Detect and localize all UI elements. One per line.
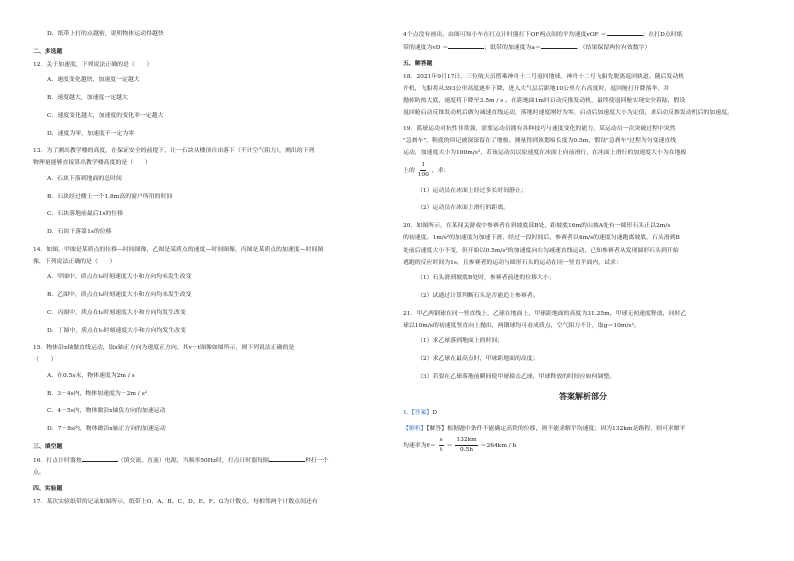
- q19-sub-1: （1）运动员在冰面上经过多长时间静止；: [417, 187, 527, 194]
- q21-sub-1: （1）求乙球落到地面上的时间；: [417, 338, 504, 345]
- q15-option-a: A．在0.5s末，物体速度为2m / s: [47, 372, 135, 379]
- answer-1-value: D: [432, 410, 437, 417]
- q14-stem-line2: 像，下列说法正确的是（ ）: [33, 258, 116, 265]
- q12-option-a: A．速度变化越快，加速度一定越大: [47, 77, 140, 84]
- q16-blank-2[interactable]: [269, 456, 305, 462]
- q15-option-d: D．7－8s内，物体做沿x轴正方向的加速运动: [47, 426, 166, 433]
- q17-text-a: 4个点没有画出，由图可知小车在打点计时器打下OF两点间的平均速度vOF ＝: [403, 32, 607, 38]
- q21-line2: 球以10m/s的初速度竖直向上抛出，两钢球均可看成质点，空气阻力不计，取g＝10m/s²。: [403, 322, 640, 329]
- q13-option-a: A．石块下落到地面的总时间: [47, 175, 122, 182]
- formula-equals: ＝: [446, 442, 453, 449]
- q14-option-d: D．丁图中，质点在t₀时刻速度大小和方向均发生改变: [47, 327, 187, 334]
- q13-option-d: D．石块下落第1s的位移: [47, 229, 112, 236]
- q18-line4: 返回舱启动反推发动机后做匀减速直线运动，落地时速度刚好为零，启动后加速度大小为定值，求启动反推发动机后的加速度。: [403, 110, 733, 117]
- q17-text-e: ．（结果保留两位有效数字）: [576, 45, 651, 52]
- q17-continued-line2: [403, 43, 763, 53]
- q12-option-c: C．速度变化越大，加速度的变化率一定越大: [47, 112, 164, 119]
- formula-prefix: 均速率为v̄＝: [403, 442, 436, 449]
- q15-option-b: B．3－4s内，物体加速度为－2m / s²: [47, 390, 148, 397]
- q17-blank-vd[interactable]: [448, 43, 484, 49]
- q17-blank-vof[interactable]: [607, 30, 643, 36]
- q20-line2: 的初速度、1m/s²的加速度匀加速下滑，经过一段时间后，参赛者以4m/s的速度匀速跑离坡底，石头滑到B: [403, 235, 680, 242]
- q18-line2: 开机，飞船将从393公里高度逐步下降，进入大气层后距地10公里左右高度时，返回舱打开降落伞，并: [403, 85, 670, 92]
- section-multiple-choice: 二、多选题: [33, 48, 63, 55]
- q13-stem-line1: 13．为了测出教学楼的高度，在保证安全的前提下，让一石块从楼顶自由落下（不计空气阻力），测出的下列: [33, 148, 315, 155]
- section-fill-in: 三、填空题: [33, 443, 63, 450]
- q12-option-d: D．速度为零，加速度不一定为零: [47, 130, 135, 137]
- answer-1-formula: [403, 436, 763, 455]
- q20-line4: 逃跑的反应时间为1s，且参赛者的运动与圆形石头的运动在同一竖直平面内，试求：: [403, 259, 622, 266]
- q18-line3: 抛掉防热大底，速度将下降至3.5m / s 。在距地面1m时启动反推发动机，最终使返回舱实现安全着陆，假设: [403, 98, 686, 104]
- left-column: [33, 30, 385, 513]
- q17-text-c: 带的速度为vD ＝: [403, 45, 449, 52]
- q13-option-c: C．石块落地前最后1s的位移: [47, 211, 124, 218]
- q19-line4: [403, 161, 763, 180]
- formula-s: s: [439, 436, 444, 446]
- right-column: [403, 30, 763, 455]
- formula-denominator: 0.5h: [459, 446, 474, 453]
- formula-fraction-values: [455, 436, 477, 455]
- q20-line1: 20．如图所示，在某闯关游戏中参赛者在斜坡底部B处，距坡底16m的山坡A处有一圆形石头正以2m/s: [403, 223, 671, 230]
- section-solve: 五、解答题: [403, 60, 433, 67]
- q17-stem: 17．某次实验纸带的记录如图所示，纸带上O、A、B、C、D、E、F、G为计数点，每相邻两个计数点间还有: [33, 498, 318, 505]
- q19-line2: "急刹车"，鞋底的印记被深深留在了地板。测量得到该划痕长度为0.5m，假设"急刹车"过程为匀变速直线: [403, 137, 677, 144]
- q16-stem: [33, 456, 385, 466]
- answer-1: [403, 409, 763, 418]
- q17-blank-a[interactable]: [541, 43, 577, 49]
- q19-frac-denominator: 100: [417, 172, 429, 179]
- q13-option-b: B．石块经过楼上一个1.8m高的窗户所用的时间: [47, 193, 173, 200]
- q14-option-c: C．丙图中，质点在t₀时刻速度大小和方向均发生改变: [47, 309, 186, 316]
- q19-frac-numerator: 1: [420, 161, 426, 171]
- formula-t: t: [439, 446, 443, 453]
- q21-sub-2: （2）求乙球在最高点时，甲球距地面的高度；: [417, 356, 539, 363]
- formula-fraction-st: [439, 436, 444, 455]
- q17-text-d: ；纸带的加速度为a＝: [484, 45, 541, 52]
- answer-section-title: 答案解析部分: [559, 391, 607, 401]
- q14-stem-line1: 14．如图，甲图是某质点的位移—时间图像，乙图是某质点的速度—时间图像，丙图是某质点的加速度—时间图: [33, 246, 324, 253]
- q21-line1: 21．甲乙两钢球在同一竖直线上，乙球在地面上，甲球距地面的高度为31.25m，甲球无初速度释放，同时乙: [403, 310, 687, 317]
- q12-option-b: B．速度越大，加速度一定越大: [47, 95, 128, 102]
- q19-sub-2: （2）运动员在冰面上滑行的距离。: [417, 205, 510, 212]
- formula-result: ＝264km / h: [480, 442, 517, 449]
- q14-option-a: A．甲图中，质点在t₀时刻速度大小和方向均未发生改变: [47, 274, 192, 281]
- q15-stem-line1: 15．物体沿x轴做直线运动，取x轴正方向为速度正方向，其v－t图像如图所示，则下列说法正确的是: [33, 345, 295, 352]
- q19-line1: 19．篮球运动对抗性非常强，需要运动员拥有各种技巧与速度变化的能力，某运动员一次突破过程中突然: [403, 125, 676, 132]
- q15-stem-line2: （ ）: [33, 357, 57, 364]
- answer-1-tag: 【答案】: [408, 410, 433, 417]
- q19-line3: 运动，加速度大小为100m/s²，若该运动员以原速度在冰面上向前滑行，在冰面上滑行的加速度大小为在地板: [403, 149, 687, 156]
- formula-numerator: 132km: [455, 436, 477, 446]
- q19-fraction: [418, 161, 429, 180]
- q16-text-c: 秒打一个: [304, 457, 329, 464]
- answer-1-explanation: [403, 425, 763, 434]
- q21-sub-3: （3）若要在乙球落地前瞬间使甲球撞击乙球，甲球释放的时间应如何调整。: [417, 373, 616, 380]
- q15-option-c: C．4－5s内，物体做沿x轴负方向的加速运动: [47, 408, 166, 415]
- q17-text-b: ；在打D点时纸: [642, 32, 683, 38]
- q13-stem-line2: 物理量能够直接算出教学楼高度的是（ ）: [33, 160, 151, 167]
- answer-1-exp-tag: 【解析】: [403, 425, 427, 432]
- q11-option-d: D．纸带上打的点越密，说明物体运动得越快: [47, 31, 164, 37]
- answer-1-exp-text: 【解答】根据题中条件不能确定高铁的位移，则不能求解平均速度；因为132km是路程，则可求解平: [426, 425, 686, 432]
- q14-option-b: B．乙图中，质点在t₀时刻速度大小和方向均未发生改变: [47, 292, 192, 299]
- q16-text-a: 16．打点计时器按: [33, 457, 82, 464]
- q12-stem: 12．关于加速度，下列说法正确的是（ ）: [33, 61, 153, 68]
- q16-text-b: （填交流、直流）电源，当频率50Hz时，打点计时器每隔: [117, 457, 269, 464]
- q16-stem-end: 点。: [33, 470, 45, 477]
- q18-line1: 18．2021年9月17日，三位航天员搭乘神舟十二号返回地球。神舟十二号飞船先脱离返回轨道。随后发动机: [403, 73, 685, 80]
- q20-sub-2: （2）试通过计算判断石头是否能追上参赛者。: [417, 292, 539, 299]
- q20-line3: 处前后速度大小不变，但开始以0.5m/s²的加速度向右匀减速直线运动，已知参赛者从发现圆形石头到开始: [403, 247, 679, 254]
- q17-continued-line1: [403, 30, 763, 40]
- answer-1-number: 1.: [403, 410, 409, 417]
- q20-sub-1: （1）石头滑到坡底B处时，参赛者前进的位移大小；: [417, 275, 555, 282]
- section-experiment: 四、实验题: [33, 485, 63, 492]
- q19-text-end2: ，求：: [431, 168, 450, 175]
- q16-blank-1[interactable]: [82, 456, 118, 462]
- q19-text-end: 上的: [403, 168, 415, 175]
